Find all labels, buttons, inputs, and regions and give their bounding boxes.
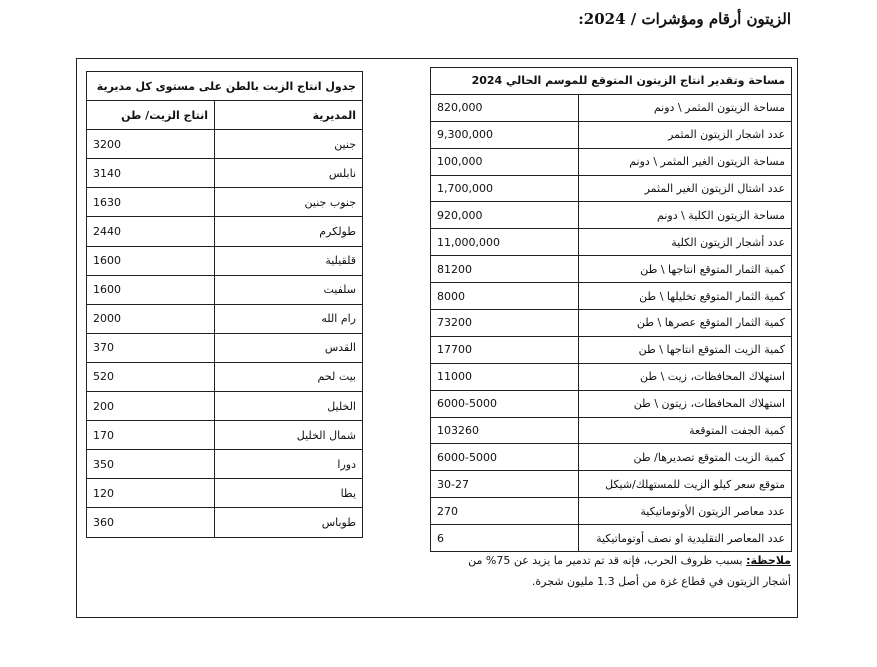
row-label: كمية الثمار المتوقع عصرها \ طن — [579, 310, 792, 337]
table-row — [87, 246, 363, 275]
row-label: بيت لحم — [215, 362, 363, 391]
row-label: كمية الزيت المتوقع انتاجها \ طن — [579, 336, 792, 363]
table-row — [431, 363, 792, 390]
header-directorate: المديرية — [215, 101, 363, 130]
row-value: 73200 — [431, 310, 579, 337]
row-value: 2000 — [87, 304, 215, 333]
table-row — [87, 450, 363, 479]
row-value: 6000-5000 — [431, 390, 579, 417]
row-label: جنين — [215, 130, 363, 159]
row-label: يطا — [215, 479, 363, 508]
row-value: 11000 — [431, 363, 579, 390]
row-label: طولكرم — [215, 217, 363, 246]
table-row — [87, 508, 363, 537]
oil-production-caption: جدول انتاج الزيت بالطن على مستوى كل مديرية — [87, 72, 363, 101]
row-label: دورا — [215, 450, 363, 479]
row-value: 360 — [87, 508, 215, 537]
table-row — [431, 444, 792, 471]
table-row — [87, 362, 363, 391]
row-label: كمية الثمار المتوقع انتاجها \ طن — [579, 256, 792, 283]
row-label: عدد أشجار الزيتون الكلية — [579, 229, 792, 256]
row-value: 200 — [87, 392, 215, 421]
table-row — [87, 217, 363, 246]
row-label: استهلاك المحافظات، زيت \ طن — [579, 363, 792, 390]
row-label: متوقع سعر كيلو الزيت للمستهلك/شيكل — [579, 471, 792, 498]
row-value: 100,000 — [431, 148, 579, 175]
row-label: قلقيلية — [215, 246, 363, 275]
row-value: 820,000 — [431, 94, 579, 121]
row-label: عدد اشجار الزيتون المثمر — [579, 121, 792, 148]
row-value: 1600 — [87, 246, 215, 275]
note — [430, 550, 791, 592]
production-estimate-table — [430, 67, 792, 552]
table-row — [87, 275, 363, 304]
table-row — [87, 421, 363, 450]
note-line-2: أشجار الزيتون في قطاع غزة من أصل 1.3 مليون شجرة. — [531, 575, 791, 588]
row-value: 3200 — [87, 130, 215, 159]
table-row — [87, 333, 363, 362]
table-row — [87, 159, 363, 188]
table-row — [431, 202, 792, 229]
note-line-1: بسبب ظروف الحرب، فإنه قد تم تدمير ما يزيد عن 75% من — [468, 554, 743, 567]
row-label: شمال الخليل — [215, 421, 363, 450]
table-row — [431, 94, 792, 121]
page-title: الزيتون أرقام ومؤشرات / 2024: — [578, 10, 791, 28]
row-label: رام الله — [215, 304, 363, 333]
table-row — [87, 130, 363, 159]
table-row — [431, 121, 792, 148]
row-label: الخليل — [215, 392, 363, 421]
table-row — [431, 256, 792, 283]
row-label: عدد المعاصر التقليدية او نصف أوتوماتيكية — [579, 525, 792, 552]
table-row — [87, 392, 363, 421]
row-label: كمية الزيت المتوقع تصديرها/ طن — [579, 444, 792, 471]
row-value: 270 — [431, 498, 579, 525]
row-value: 8000 — [431, 283, 579, 310]
row-label: كمية الثمار المتوقع تخليلها \ طن — [579, 283, 792, 310]
row-label: جنوب جنين — [215, 188, 363, 217]
row-value: 81200 — [431, 256, 579, 283]
table-row — [431, 229, 792, 256]
row-label: كمية الجفت المتوقعة — [579, 417, 792, 444]
row-value: 9,300,000 — [431, 121, 579, 148]
row-value: 6 — [431, 525, 579, 552]
row-value: 1630 — [87, 188, 215, 217]
table-row — [431, 417, 792, 444]
table-row — [431, 498, 792, 525]
row-value: 520 — [87, 362, 215, 391]
table-row — [431, 310, 792, 337]
row-label: عدد اشتال الزيتون الغير المثمر — [579, 175, 792, 202]
table-row — [431, 525, 792, 552]
row-value: 3140 — [87, 159, 215, 188]
table-row — [87, 188, 363, 217]
row-label: مساحة الزيتون الكلية \ دونم — [579, 202, 792, 229]
row-label: طوباس — [215, 508, 363, 537]
production-estimate-caption: مساحة وتقدير انتاج الزيتون المتوقع للموسم الحالي 2024 — [431, 68, 792, 95]
row-value: 350 — [87, 450, 215, 479]
table-row — [431, 390, 792, 417]
row-value: 11,000,000 — [431, 229, 579, 256]
row-value: 370 — [87, 333, 215, 362]
table-row — [431, 471, 792, 498]
row-label: سلفيت — [215, 275, 363, 304]
header-oil-production: انتاج الزيت/ طن — [87, 101, 215, 130]
note-label: ملاحظة: — [746, 554, 791, 567]
row-label: استهلاك المحافظات، زيتون \ طن — [579, 390, 792, 417]
table-row — [431, 283, 792, 310]
row-value: 170 — [87, 421, 215, 450]
table-row — [431, 175, 792, 202]
row-value: 1600 — [87, 275, 215, 304]
row-value: 103260 — [431, 417, 579, 444]
table-row — [87, 304, 363, 333]
row-value: 1,700,000 — [431, 175, 579, 202]
row-label: القدس — [215, 333, 363, 362]
oil-production-table — [86, 71, 363, 538]
row-value: 6000-5000 — [431, 444, 579, 471]
row-value: 120 — [87, 479, 215, 508]
table-row — [431, 336, 792, 363]
row-value: 2440 — [87, 217, 215, 246]
row-label: مساحة الزيتون الغير المثمر \ دونم — [579, 148, 792, 175]
row-label: نابلس — [215, 159, 363, 188]
row-value: 17700 — [431, 336, 579, 363]
table-row — [87, 479, 363, 508]
table-row — [431, 148, 792, 175]
row-value: 920,000 — [431, 202, 579, 229]
row-value: 30-27 — [431, 471, 579, 498]
row-label: مساحة الزيتون المثمر \ دونم — [579, 94, 792, 121]
row-label: عدد معاصر الزيتون الأوتوماتيكية — [579, 498, 792, 525]
